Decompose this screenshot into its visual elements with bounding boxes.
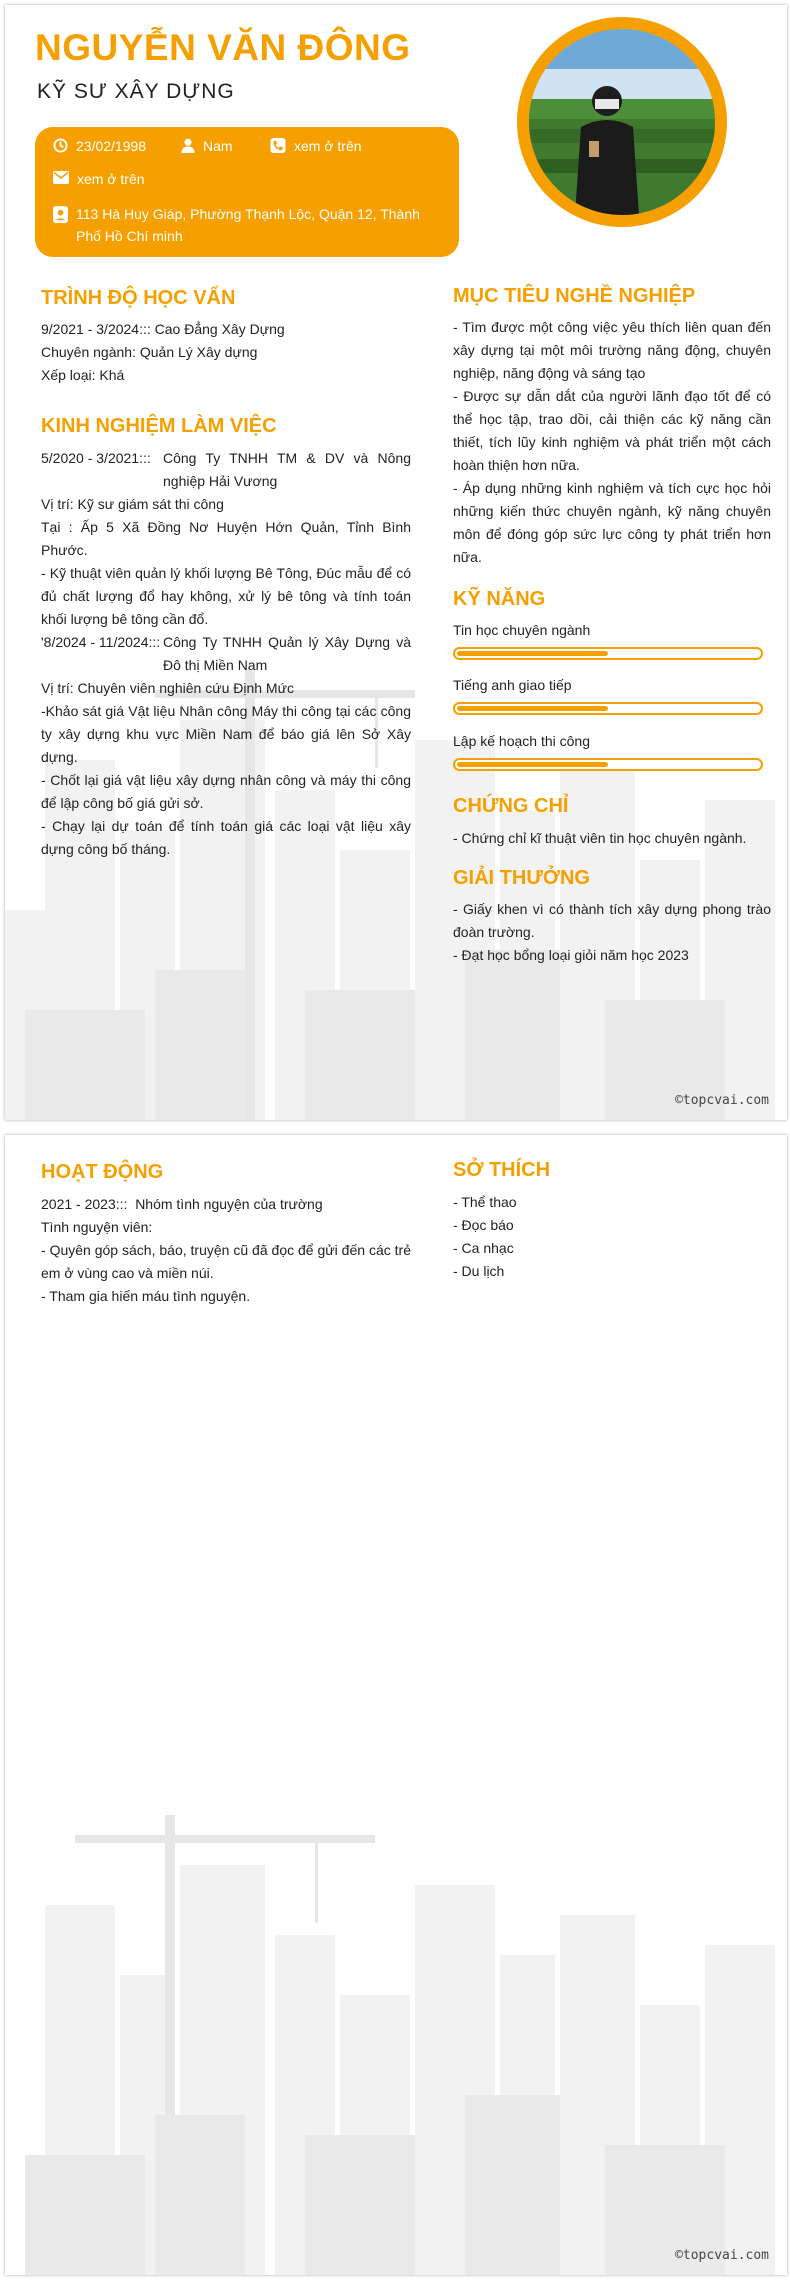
activity-row [41,1193,411,1216]
job-header [41,447,411,493]
activity-org: Nhóm tình nguyện của trường [135,1196,323,1212]
phone-item [270,138,362,154]
watermark: ©topcvai.com [675,1093,769,1108]
email-value[interactable]: xem ở trên [77,171,145,187]
job-line: Vị trí: Kỹ sư giám sát thi công [41,496,224,512]
skill-fill [457,651,608,656]
hobby-item: - Đọc báo [453,1217,514,1233]
objective-title: MỤC TIÊU NGHỀ NGHIỆP [453,285,696,307]
hobby-item: - Thể thao [453,1194,517,1210]
objective-line: - Áp dụng những kinh nghiệm và tích cực học hỏi những kiến thức chuyên ngành, kỹ năng chuyên môn để đóng góp sức lực công ty phát triển hơn nữa. [453,480,771,565]
job-line: - Chạy lại dự toán để tính toán giá các loại vật liệu xây dựng công bố tháng. [41,818,411,857]
skill-label: Tin học chuyên ngành [453,622,591,638]
activity-line: Tình nguyện viên: [41,1219,153,1235]
awards-section [453,898,771,967]
job-company: Công Ty TNHH Quản lý Xây Dựng và Đô thị Miền Nam [163,634,411,673]
user-icon [181,138,195,153]
avatar [529,29,715,215]
education-school: Cao Đẳng Xây Dựng [154,321,285,337]
avatar-photo [529,29,715,215]
email-item [53,171,145,187]
phone-value[interactable]: xem ở trên [294,138,362,154]
experience-title: KINH NGHIỆM LÀM VIỆC [41,415,277,437]
gender-item [181,138,233,154]
address-value: 113 Hà Huy Giáp, Phường Thạnh Lộc, Quận 12, Thành Phố Hồ Chí minh [76,206,420,244]
skill-fill [457,706,608,711]
skill-bar [453,647,763,660]
birthday-item [53,138,146,154]
education-section [41,318,411,387]
skills-title: KỸ NĂNG [453,588,546,610]
job-company: Công Ty TNHH TM & DV và Nông nghiệp Hải Vương [163,450,411,489]
awards-title: GIẢI THƯỞNG [453,867,590,889]
certificates-title: CHỨNG CHỈ [453,795,569,817]
mail-icon [53,171,69,184]
skill-bar [453,758,763,771]
cv-page-1 [5,5,787,1120]
map-pin-icon [53,206,68,223]
job-line: - Kỹ thuật viên quản lý khối lượng Bê Tông, Đúc mẫu để có đủ chất lượng đổ hay không, xử lý bê tông và tính toán khối lượng bê tông cần đổ. [41,565,411,627]
experience-job-1 [41,447,411,631]
education-major: Chuyên ngành: Quản Lý Xây dựng [41,344,258,360]
activities-section [41,1193,411,1308]
objective-line: - Tìm được một công việc yêu thích liên quan đến xây dựng tại một môi trường năng động, chuyên nghiệp, năng động và sáng tạo [453,319,771,381]
activity-line: - Quyên góp sách, báo, truyện cũ đã đọc để gửi đến các trẻ em ở vùng cao và miền núi. [41,1242,411,1281]
address-item [53,203,443,247]
job-line: Vị trí: Chuyên viên nghiên cứu Định Mức [41,680,294,696]
job-line: - Chốt lại giá vật liệu xây dựng nhân công và máy thi công để lập công bố giá gửi sở. [41,772,411,811]
cv-page-2 [5,1135,787,2275]
activities-title: HOẠT ĐỘNG [41,1161,164,1183]
activity-period: 2021 - 2023::: [41,1196,128,1212]
contact-info-box [35,127,459,257]
birthday-value: 23/02/1998 [76,138,147,154]
skill-bar [453,702,763,715]
hobbies-section [453,1191,771,1283]
certificates-section [453,827,771,850]
award-line: - Giấy khen vì có thành tích xây dựng phong trào đoàn trường. [453,901,771,940]
job-header [41,631,411,677]
job-period: 5/2020 - 3/2021::: [41,450,151,466]
certificate-line: - Chứng chỉ kĩ thuật viên tin học chuyên ngành. [453,830,747,846]
education-period: 9/2021 - 3/2024::: [41,321,151,337]
watermark: ©topcvai.com [675,2248,769,2263]
award-line: - Đạt học bổng loại giỏi năm học 2023 [453,947,689,963]
skill-label: Tiếng anh giao tiếp [453,677,572,693]
skill-fill [457,762,608,767]
hobby-item: - Ca nhạc [453,1240,514,1256]
objective-line: - Được sự dẫn dắt của người lãnh đạo tốt để có thể học tập, trao dồi, cải thiện các kỹ năng cần thiết, tích lũy kinh nghiệm và phát triển một cách hoàn thiện hơn nữa. [453,388,771,473]
education-title: TRÌNH ĐỘ HỌC VẤN [41,287,236,309]
candidate-name: NGUYỄN VĂN ĐÔNG [35,27,411,68]
hobbies-title: SỞ THÍCH [453,1159,551,1181]
avatar-frame [517,17,727,227]
job-title: KỸ SƯ XÂY DỰNG [37,80,235,103]
job-line: -Khảo sát giá Vật liệu Nhân công Máy thi công tại các công ty xây dựng khu vực Miền Nam để báo giá lên Sở Xây dựng. [41,703,411,765]
experience-job-2 [41,631,411,861]
education-row [41,318,411,341]
activity-line: - Tham gia hiến máu tình nguyện. [41,1288,251,1304]
objective-section [453,316,771,569]
job-period: '8/2024 - 11/2024::: [41,634,161,650]
education-rank: Xếp loại: Khá [41,367,125,383]
phone-icon [270,138,286,153]
skill-label: Lập kế hoạch thi công [453,733,590,749]
hobby-item: - Du lịch [453,1263,505,1279]
clock-icon [53,138,68,153]
job-line: Tại : Ấp 5 Xã Đồng Nơ Huyện Hớn Quản, Tỉnh Bình Phước. [41,519,411,558]
gender-value: Nam [203,138,233,154]
